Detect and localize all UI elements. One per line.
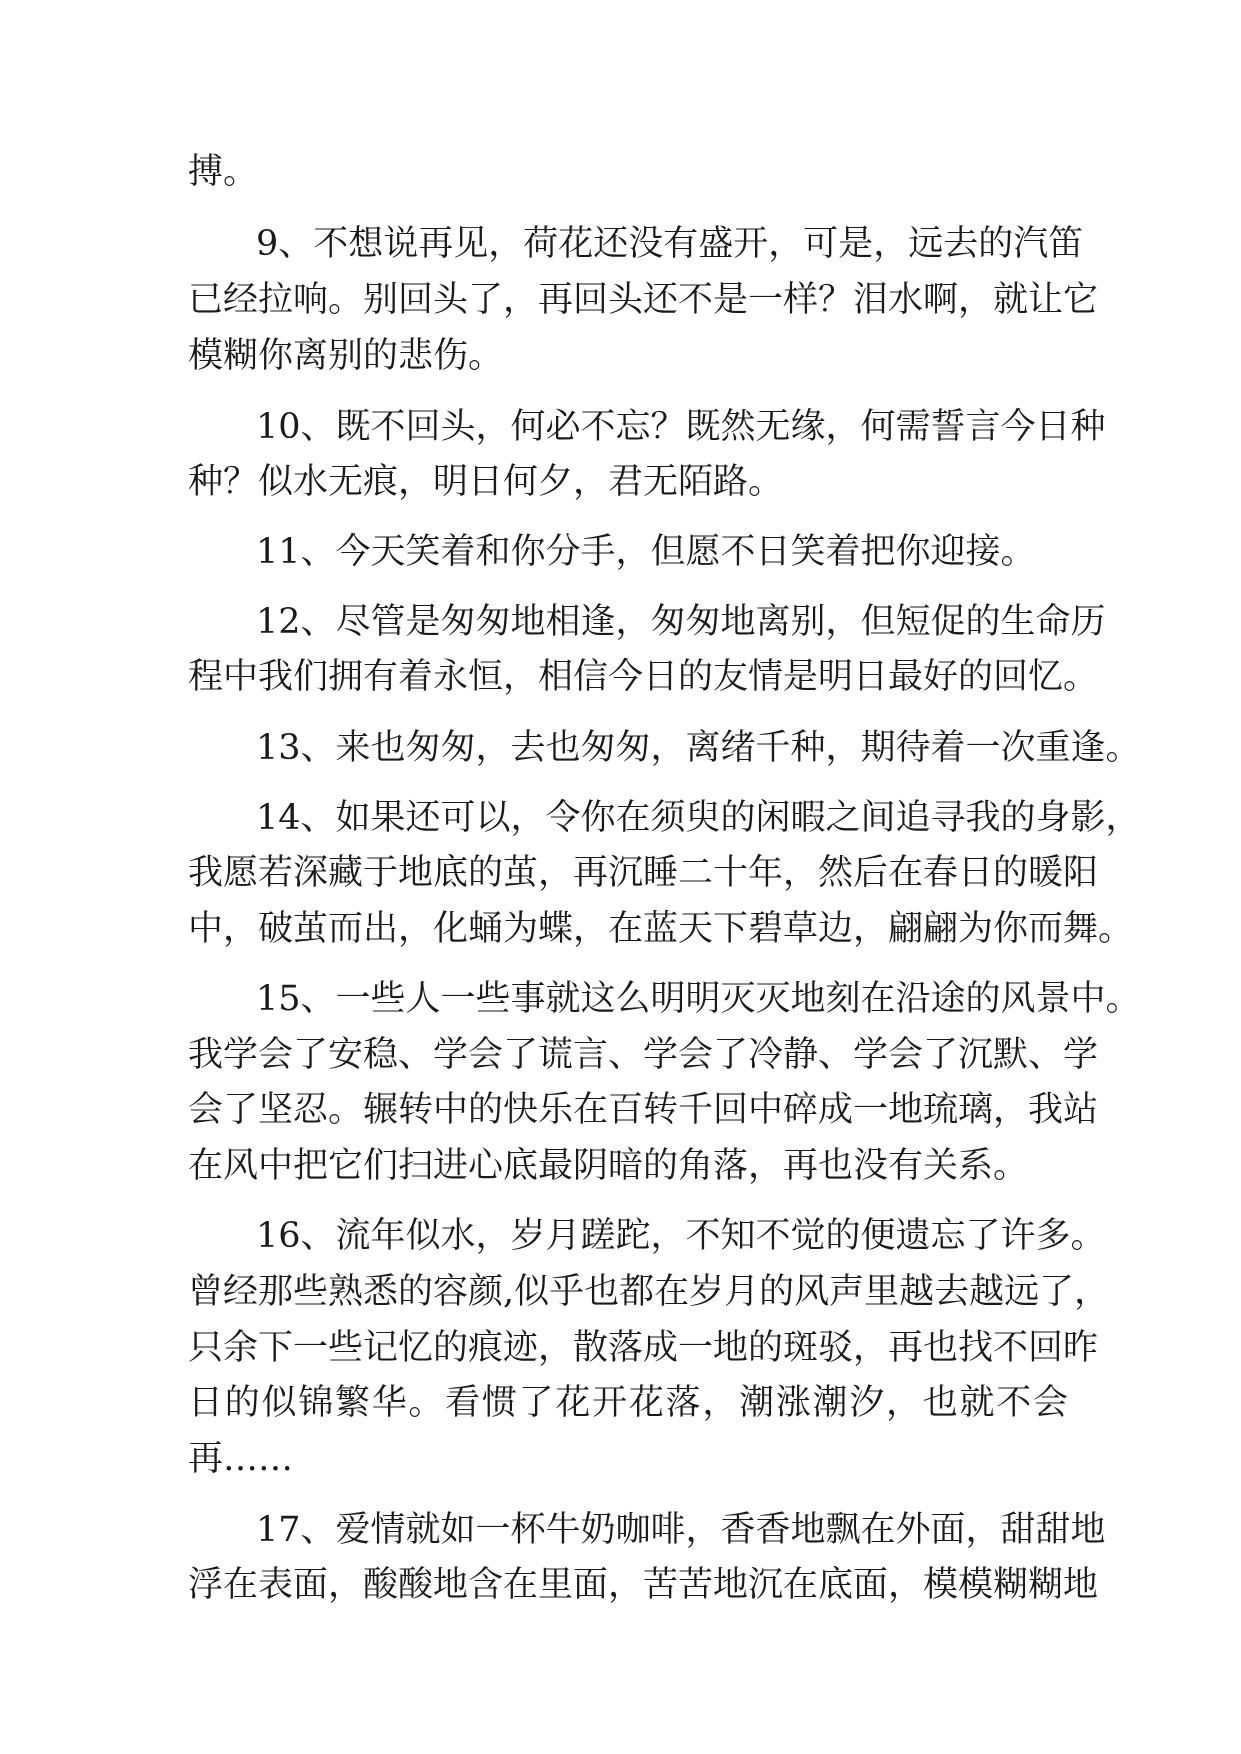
text-line: 10、既不回头，何必不忘？既然无缘，何需誓言今日种 xyxy=(256,407,1106,447)
text-line: 只余下一些记忆的痕迹，散落成一地的斑驳，再也找不回昨 xyxy=(188,1328,1099,1368)
text-line: 11、今天笑着和你分手，但愿不日笑着把你迎接。 xyxy=(256,532,1036,572)
text-line: 再…… xyxy=(188,1439,294,1479)
text-line: 我学会了安稳、学会了谎言、学会了冷静、学会了沉默、学 xyxy=(188,1035,1099,1075)
text-line: 会了坚忍。辗转中的快乐在百转千回中碎成一地琉璃，我站 xyxy=(188,1090,1099,1130)
text-line: 种？似水无痕，明日何夕，君无陌路。 xyxy=(188,462,784,502)
text-line: 12、尽管是匆匆地相逢，匆匆地离别，但短促的生命历 xyxy=(256,602,1106,642)
text-line: 17、爱情就如一杯牛奶咖啡，香香地飘在外面，甜甜地 xyxy=(256,1510,1106,1550)
text-line: 16、流年似水，岁月蹉跎，不知不觉的便遗忘了许多。 xyxy=(256,1216,1106,1256)
text-line: 浮在表面，酸酸地含在里面，苦苦地沉在底面，模模糊糊地 xyxy=(188,1565,1099,1605)
text-line: 9、不想说再见，荷花还没有盛开，可是，远去的汽笛 xyxy=(256,224,1084,264)
text-line: 15、一些人一些事就这么明明灭灭地刻在沿途的风景中。 xyxy=(256,979,1141,1019)
text-line: 日的似锦繁华。看惯了花开花落，潮涨潮汐，也就不会 xyxy=(188,1383,1068,1423)
text-line: 我愿若深藏于地底的茧，再沉睡二十年，然后在春日的暖阳 xyxy=(188,853,1099,893)
text-line: 已经拉响。别回头了，再回头还不是一样？泪水啊，就让它 xyxy=(188,280,1099,320)
text-line: 模糊你离别的悲伤。 xyxy=(188,336,504,376)
text-line: 中，破茧而出，化蛹为蝶，在蓝天下碧草边，翩翩为你而舞。 xyxy=(188,909,1134,949)
text-line: 13、来也匆匆，去也匆匆，离绪千种，期待着一次重逢。 xyxy=(256,728,1141,768)
text-line: 搏。 xyxy=(188,152,259,192)
text-line: 14、如果还可以，令你在须臾的闲暇之间追寻我的身影， xyxy=(256,798,1141,838)
text-line: 曾经那些熟悉的容颜,似乎也都在岁月的风声里越去越远了， xyxy=(188,1272,1110,1312)
text-line: 程中我们拥有着永恒，相信今日的友情是明日最好的回忆。 xyxy=(188,657,1099,697)
text-line: 在风中把它们扫进心底最阴暗的角落，再也没有关系。 xyxy=(188,1146,1029,1186)
